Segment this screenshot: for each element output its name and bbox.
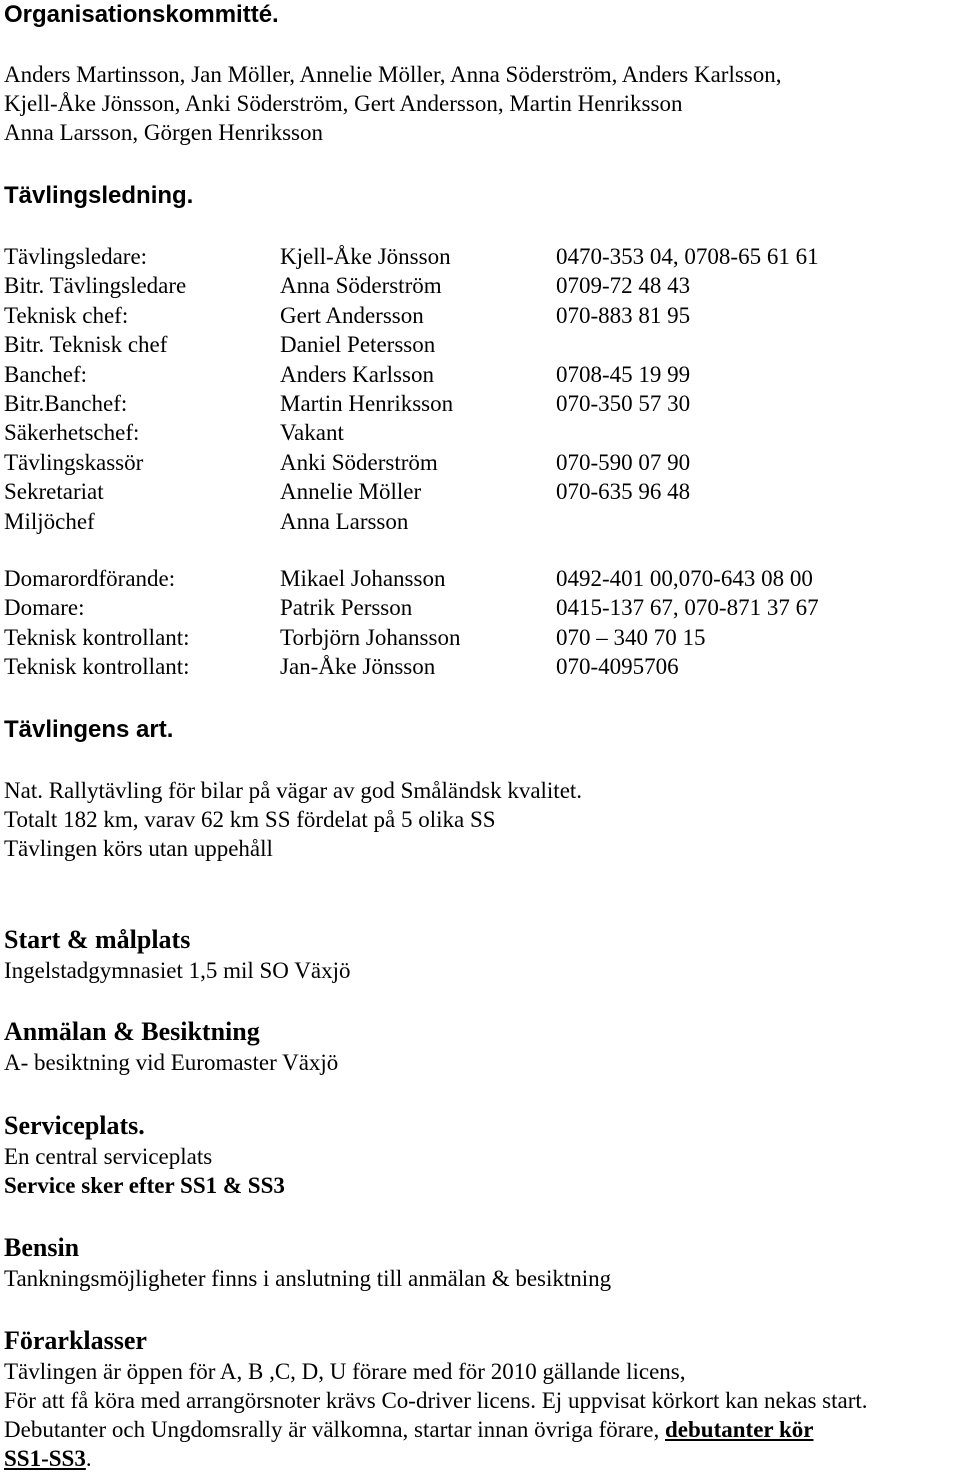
name-cell: Patrik Persson bbox=[280, 595, 413, 621]
phone-cell: 0470-353 04, 0708-65 61 61 bbox=[556, 244, 819, 269]
name-cell: Jan-Åke Jönsson bbox=[280, 654, 436, 680]
ss-range-emphasis: SS1-SS3 bbox=[4, 1446, 86, 1471]
forarklasser-line: Tävlingen är öppen för A, B ,C, D, U förare med för 2010 gällande licens, bbox=[4, 1359, 686, 1384]
heading-forarklasser: Förarklasser bbox=[4, 1326, 147, 1355]
service-text: En central serviceplats bbox=[4, 1144, 213, 1169]
role-cell: Domare: bbox=[4, 595, 85, 621]
name-cell: Anna Larsson bbox=[280, 508, 409, 534]
staff-row bbox=[4, 653, 954, 681]
role-cell: Säkerhetschef: bbox=[4, 420, 140, 446]
phone-cell: 070-350 57 30 bbox=[556, 391, 691, 416]
staff-row bbox=[4, 361, 954, 389]
heading-anmalan: Anmälan & Besiktning bbox=[4, 1017, 260, 1046]
staff-row bbox=[4, 478, 954, 506]
name-cell: Anki Söderström bbox=[280, 449, 438, 475]
phone-cell: 0492-401 00,070-643 08 00 bbox=[556, 566, 813, 591]
name-cell: Annelie Möller bbox=[280, 479, 422, 505]
forarklasser-line bbox=[4, 1445, 92, 1473]
name-cell: Anna Söderström bbox=[280, 273, 442, 299]
role-cell: Teknisk chef: bbox=[4, 302, 129, 328]
staff-row bbox=[4, 390, 954, 418]
role-cell: Miljöchef bbox=[4, 508, 95, 534]
art-line: Tävlingen körs utan uppehåll bbox=[4, 836, 273, 861]
role-cell: Banchef: bbox=[4, 361, 88, 387]
role-cell: Teknisk kontrollant: bbox=[4, 624, 190, 650]
staff-row bbox=[4, 272, 954, 300]
forarklasser-line4-end: . bbox=[85, 1446, 92, 1471]
heading-start: Start & målplats bbox=[4, 925, 191, 954]
role-cell: Tävlingskassör bbox=[4, 449, 144, 475]
art-line: Nat. Rallytävling för bilar på vägar av god Småländsk kvalitet. bbox=[4, 778, 583, 803]
name-cell: Martin Henriksson bbox=[280, 391, 454, 416]
role-cell: Sekretariat bbox=[4, 479, 104, 505]
start-text: Ingelstadgymnasiet 1,5 mil SO Växjö bbox=[4, 958, 351, 983]
anmalan-text: A- besiktning vid Euromaster Växjö bbox=[4, 1050, 339, 1075]
role-cell: Domarordförande: bbox=[4, 566, 176, 591]
service-bold-text: Service sker efter SS1 & SS3 bbox=[4, 1173, 285, 1198]
name-cell: Mikael Johansson bbox=[280, 566, 446, 591]
role-cell: Bitr. Teknisk chef bbox=[4, 332, 168, 358]
heading-art: Tävlingens art. bbox=[4, 716, 174, 743]
phone-cell: 070-635 96 48 bbox=[556, 479, 691, 505]
heading-service: Serviceplats. bbox=[4, 1111, 145, 1140]
phone-cell: 070-590 07 90 bbox=[556, 449, 691, 475]
phone-cell: 0415-137 67, 070-871 37 67 bbox=[556, 595, 819, 621]
staff-row bbox=[4, 624, 954, 652]
role-cell: Bitr.Banchef: bbox=[4, 391, 128, 416]
phone-cell: 070 – 340 70 15 bbox=[556, 624, 706, 650]
name-cell: Gert Andersson bbox=[280, 302, 424, 328]
staff-row bbox=[4, 419, 954, 447]
staff-row bbox=[4, 594, 954, 622]
phone-cell: 0708-45 19 99 bbox=[556, 361, 691, 387]
organisation-line: Anders Martinsson, Jan Möller, Annelie Möller, Anna Söderström, Anders Karlsson, bbox=[4, 62, 782, 87]
staff-row bbox=[4, 565, 954, 593]
phone-cell: 0709-72 48 43 bbox=[556, 273, 691, 299]
bensin-text: Tankningsmöjligheter finns i anslutning till anmälan & besiktning bbox=[4, 1266, 612, 1291]
heading-bensin: Bensin bbox=[4, 1233, 80, 1262]
name-cell: Daniel Petersson bbox=[280, 332, 436, 358]
name-cell: Torbjörn Johansson bbox=[280, 624, 461, 650]
debutanter-emphasis: debutanter kör bbox=[665, 1417, 814, 1442]
heading-organisation: Organisationskommitté. bbox=[4, 1, 279, 28]
organisation-line: Anna Larsson, Görgen Henriksson bbox=[4, 120, 323, 145]
staff-row bbox=[4, 508, 954, 536]
role-cell: Bitr. Tävlingsledare bbox=[4, 273, 187, 299]
staff-row bbox=[4, 449, 954, 477]
forarklasser-line3-text: Debutanter och Ungdomsrally är välkomna, startar innan övriga förare, bbox=[4, 1417, 666, 1442]
staff-row bbox=[4, 331, 954, 359]
staff-row bbox=[4, 243, 954, 271]
forarklasser-line: För att få köra med arrangörsnoter krävs Co-driver licens. Ej uppvisat körkort kan nekas start. bbox=[4, 1388, 868, 1413]
role-cell: Teknisk kontrollant: bbox=[4, 654, 190, 680]
phone-cell: 070-883 81 95 bbox=[556, 302, 691, 328]
name-cell: Anders Karlsson bbox=[280, 361, 434, 387]
forarklasser-line bbox=[4, 1416, 813, 1444]
name-cell: Kjell-Åke Jönsson bbox=[280, 244, 451, 269]
art-line: Totalt 182 km, varav 62 km SS fördelat på 5 olika SS bbox=[4, 807, 496, 832]
heading-tavlingsledning: Tävlingsledning. bbox=[4, 182, 194, 209]
name-cell: Vakant bbox=[280, 420, 344, 446]
staff-row bbox=[4, 302, 954, 330]
phone-cell: 070-4095706 bbox=[556, 654, 679, 680]
organisation-line: Kjell-Åke Jönsson, Anki Söderström, Gert Andersson, Martin Henriksson bbox=[4, 91, 683, 116]
role-cell: Tävlingsledare: bbox=[4, 244, 148, 269]
